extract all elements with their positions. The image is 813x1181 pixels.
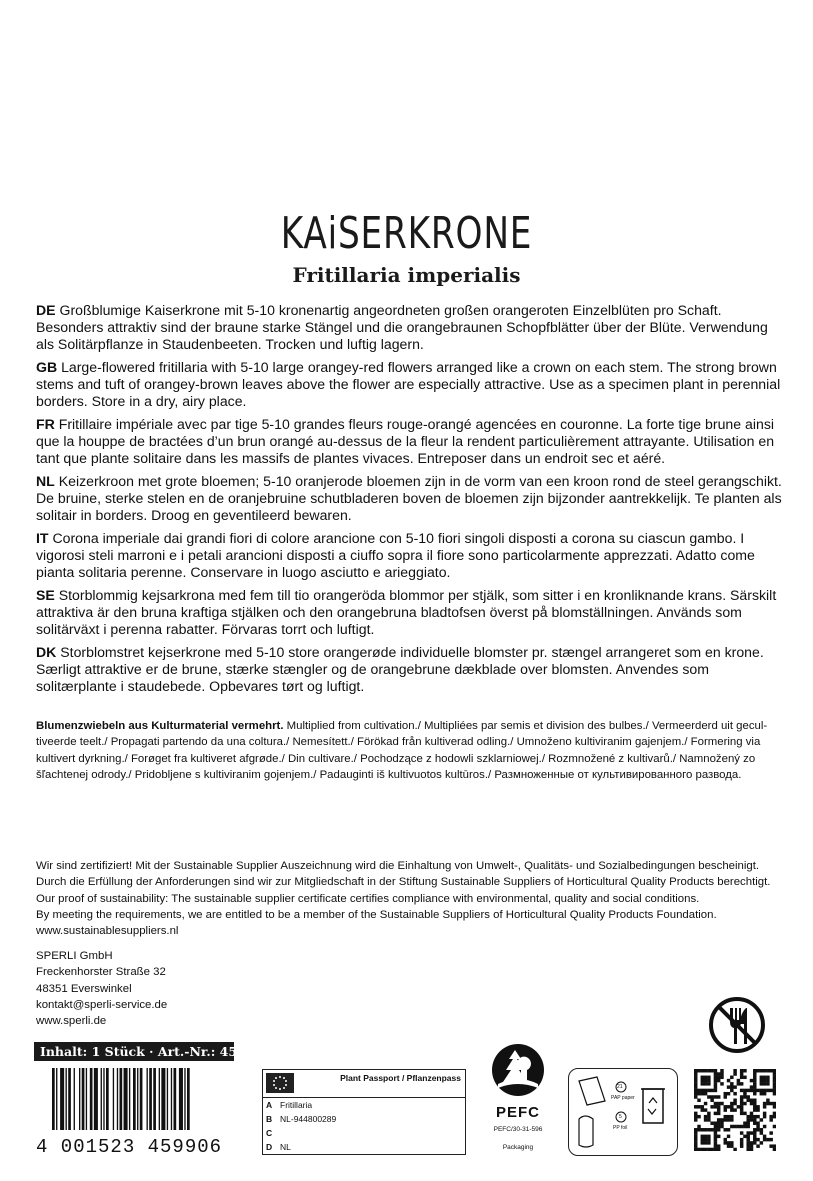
not-for-consumption-icon — [696, 994, 778, 1056]
description-text: Corona imperiale dai grandi fiori di colore arancione con 5-10 fiori singoli disposti a corona su ciascun gambo. I vigorosi steli marroni e i petali arancioni disposti a ciuffo sopra il fiore sono particolarmente apprezzati. Adatto come pianta solitaria perenne. Conservare in luogo asciutto e arieggiato. — [36, 530, 755, 580]
passport-row — [266, 1112, 464, 1126]
description-fr — [36, 416, 786, 467]
certification-line: Wir sind zertifiziert! Mit der Sustainable Supplier Auszeichnung wird die Einhaltung von Umwelt-, Qualitäts- und Sozialbedingungen bescheinigt. — [36, 860, 760, 872]
description-gb — [36, 359, 786, 410]
description-text: Fritillaire impériale avec par tige 5-10 grandes fleurs rouge-orangé agencées en couronne. La forte tige brune ainsi que la houppe de bractées d’un brun orangé au-dessus de la fleur la rendent particulièrement attrayante. Utilisation en tant que plante solitaire dans les massifs de plantes vivaces. Entreposer dans un endroit sec et aéré. — [36, 416, 775, 466]
description-dk — [36, 644, 786, 695]
company-website[interactable]: www.sperli.de — [36, 1015, 107, 1028]
pefc-logo-icon — [486, 1040, 550, 1102]
recycling-icon — [569, 1069, 679, 1157]
description-text: Keizerkroon met grote bloemen; 5-10 oranjerode bloemen zijn in de vorm van een kroon rond de steel gerangschikt. De bruine, sterke stelen en de oranjebruine schutbladeren boven de bloemen zijn bijzonder aantrekkelijk. Te planten als solitair in borders. Droog en geventileerd bewaren. — [36, 473, 782, 523]
certification-text — [36, 858, 796, 939]
company-city: 48351 Everswinkel — [36, 982, 132, 995]
eu-flag-icon — [266, 1073, 294, 1093]
passport-key: D — [266, 1142, 273, 1152]
company-street: Freckenhorster Straße 32 — [36, 966, 166, 979]
cultivation-note — [36, 718, 796, 783]
description-text: Storblomstret kejserkrone med 5-10 store orangerøde individuelle blomster pr. stængel arrangeret som en krone. Særligt attraktive er de brune, stærke stængler og de orangebrune dækblade over blomsten. Anvendes som solitærplante i staudebede. Opbevares tørt og luftigt. — [36, 644, 764, 694]
plant-passport — [262, 1069, 466, 1155]
description-nl — [36, 473, 786, 524]
recycling-info — [568, 1068, 678, 1156]
qr-code[interactable] — [694, 1069, 776, 1151]
description-text: Large-flowered fritillaria with 5-10 large orangey-red flowers arranged like a crown on each stem. The strong brown stems and tuft of orangey-brown leaves above the flower are especially attractive. Use as a specimen plant in perennial borders. Store in a dry, airy place. — [36, 359, 781, 409]
passport-row — [266, 1126, 464, 1140]
description-se — [36, 587, 786, 638]
passport-value: NL-944800289 — [280, 1114, 337, 1124]
passport-row — [266, 1140, 464, 1154]
pefc-packaging-label: Packaging — [502, 1144, 534, 1151]
description-text: Storblommig kejsarkrona med fem till tio orangeröda blommor per stjälk, som sitter i en kronliknande krans. Särskilt attraktiva är den bruna kraftiga stjälken och den orangebruna bladtofsen överst på blomställningen. Används som solitärväxt i perenna rabatter. Förvaras torrt och luftigt. — [36, 587, 777, 637]
pap-number: 21 — [617, 1084, 623, 1090]
pp-label: PP foil — [613, 1125, 628, 1131]
pefc-code: PEFC/30-31-596 — [493, 1126, 543, 1133]
certification-line: Durch die Erfüllung der Anforderungen sind wir zur Mitgliedschaft in der Stiftung Sustainable Suppliers of Horticultural Quality Products berechtigt. — [36, 876, 771, 889]
passport-value: NL — [280, 1142, 291, 1152]
language-code: IT — [36, 530, 49, 546]
description-de — [36, 302, 786, 353]
language-code: NL — [36, 473, 55, 489]
plant-passport-title: Plant Passport / Pflanzenpass — [340, 1073, 461, 1083]
certification-line: Our proof of sustainability: The sustainable supplier certificate certifies compliance with environmental, quality and social conditions. — [36, 892, 700, 905]
language-code: GB — [36, 359, 58, 375]
language-code: FR — [36, 416, 55, 432]
content-article-bar: Inhalt: 1 Stück · Art.-Nr.: 459906 — [34, 1042, 234, 1061]
company-email[interactable]: kontakt@sperli-service.de — [36, 998, 168, 1011]
passport-value: Fritillaria — [280, 1100, 313, 1110]
passport-row — [266, 1098, 464, 1112]
certification-line: By meeting the requirements, we are entitled to be a member of the Sustainable Suppliers of Horticultural Quality Products Foundation. — [36, 908, 717, 921]
pp-number: 5 — [619, 1114, 622, 1120]
passport-key: C — [266, 1128, 273, 1138]
product-title: KAiSERKRONE — [280, 208, 533, 259]
product-subtitle: Fritillaria imperialis — [292, 263, 521, 287]
pefc-label: PEFC — [495, 1104, 540, 1121]
barcode-number: 4 001523 459906 — [36, 1136, 223, 1158]
passport-key: A — [266, 1100, 273, 1110]
descriptions — [36, 302, 786, 701]
pefc-certification — [486, 1040, 550, 1156]
cultivation-text: Multiplied from cultivation./ Multipliées par semis et division des bulbes./ Vermeerderd uit gecultiveerde teelt./ Propagati partendo da una coltura./ Nemesített./ Förökad från kultiverad odling./ Umnoženo kultiviranim gajenjem./ Formering via kultivert dyrkning./ Forøget fra kultiveret afgrøde./ Din cultivare./ Pochodzące z hodowli szklarniowej./ Rozmnožené z kultivarů./ Namnožený zo šľachtenej odrody./ Pridobljene s kultiviranim gojenjem./ Padauginti iš kultivuotos kultūros./ Размноженные от культивированного разводa. — [36, 720, 768, 781]
cultivation-lead: Blumenzwiebeln aus Kulturmaterial vermehrt. — [36, 720, 284, 732]
description-text: Großblumige Kaiserkrone mit 5-10 kronenartig angeordneten großen orangeroten Einzelblüten pro Schaft. Besonders attraktiv sind der braune starke Stängel und die orangebraunen Schopfblätter über der Blüte. Verwendung als Solitärpflanze in Staudenbeeten. Trocken und luftig lagern. — [36, 302, 768, 352]
description-it — [36, 530, 786, 581]
certification-link[interactable]: www.sustainablesuppliers.nl — [36, 925, 179, 938]
passport-key: B — [266, 1114, 273, 1124]
company-name: SPERLI GmbH — [36, 950, 113, 962]
ean-barcode — [36, 1068, 234, 1162]
language-code: SE — [36, 587, 55, 603]
language-code: DE — [36, 302, 56, 318]
pap-label: PAP paper — [611, 1095, 635, 1101]
company-address — [36, 948, 336, 1029]
language-code: DK — [36, 644, 57, 660]
